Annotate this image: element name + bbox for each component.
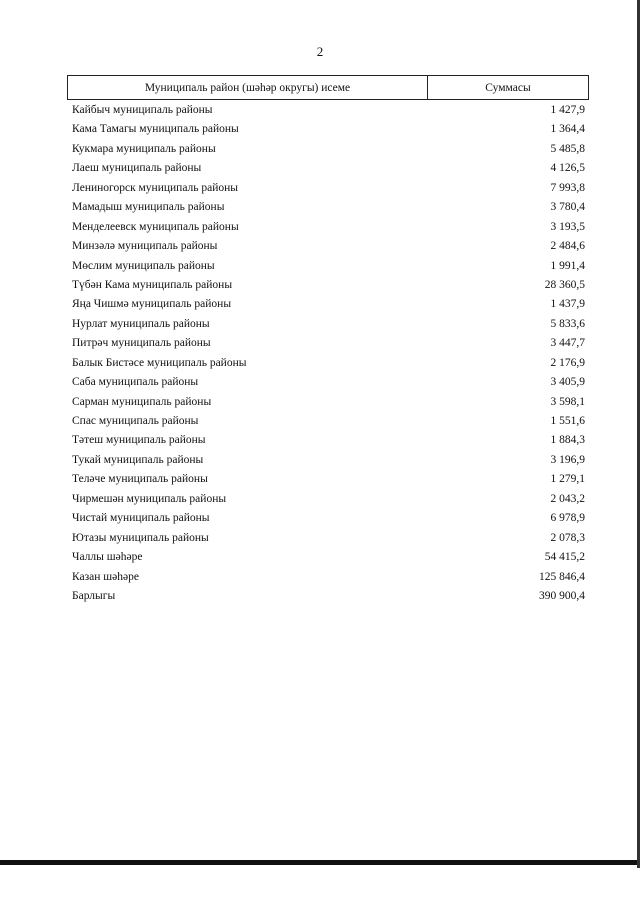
table-row <box>72 159 585 178</box>
district-amount: 3 193,5 <box>550 220 585 233</box>
district-name: Кукмара муниципаль районы <box>72 142 216 155</box>
table-row <box>72 490 585 509</box>
district-name: Лаеш муниципаль районы <box>72 162 202 175</box>
district-name: Ютазы муниципаль районы <box>72 531 209 544</box>
district-amount: 7 993,8 <box>550 181 585 194</box>
district-amount: 5 833,6 <box>550 317 585 330</box>
district-name: Яңа Чишмә муниципаль районы <box>72 298 232 311</box>
district-amount: 2 078,3 <box>550 531 585 544</box>
district-name: Минзәлә муниципаль районы <box>72 240 218 253</box>
district-name: Чаллы шәһәре <box>72 551 143 564</box>
table-row <box>72 568 585 587</box>
district-amount: 1 427,9 <box>550 104 585 116</box>
district-amount: 28 360,5 <box>544 278 585 291</box>
table-row <box>72 334 585 353</box>
district-amount: 3 196,9 <box>550 453 585 466</box>
district-amount: 1 437,9 <box>550 298 585 311</box>
table-row <box>72 315 585 334</box>
district-amount: 3 405,9 <box>550 376 585 389</box>
table-row <box>72 412 585 431</box>
district-amount: 2 043,2 <box>550 492 585 505</box>
district-name: Тәтеш муниципаль районы <box>72 434 206 447</box>
district-amount: 125 846,4 <box>539 570 585 583</box>
district-name: Чирмешән муниципаль районы <box>72 492 227 505</box>
table-body <box>72 101 585 606</box>
district-name: Түбән Кама муниципаль районы <box>72 278 233 291</box>
district-amount: 1 991,4 <box>550 259 585 272</box>
page-number: 2 <box>316 44 324 59</box>
district-name: Менделеевск муниципаль районы <box>72 220 239 233</box>
district-name: Мамадыш муниципаль районы <box>72 201 225 214</box>
district-name: Саба муниципаль районы <box>72 376 199 389</box>
table-row <box>72 179 585 198</box>
table-row <box>72 198 585 217</box>
district-amount: 2 176,9 <box>550 356 585 369</box>
district-amount: 2 484,6 <box>550 240 585 253</box>
table-row <box>72 529 585 548</box>
district-amount: 1 364,4 <box>550 123 585 136</box>
district-amount: 4 126,5 <box>550 162 585 175</box>
table-row <box>72 354 585 373</box>
table-row <box>72 257 585 276</box>
district-name: Теләче муниципаль районы <box>72 473 208 486</box>
district-name: Кама Тамагы муниципаль районы <box>72 123 239 136</box>
table-row <box>72 393 585 412</box>
table-row <box>72 140 585 159</box>
district-name: Казан шәһәре <box>72 570 139 583</box>
table-header <box>67 75 589 100</box>
table-row <box>72 101 585 120</box>
district-name: Барлыгы <box>72 589 116 602</box>
district-name: Нурлат муниципаль районы <box>72 317 210 330</box>
table-row <box>72 237 585 256</box>
district-name: Сарман муниципаль районы <box>72 395 212 408</box>
table-row <box>72 587 585 606</box>
table-row <box>72 470 585 489</box>
district-name: Тукай муниципаль районы <box>72 453 204 466</box>
district-amount: 1 551,6 <box>550 415 585 427</box>
column-header-name: Муниципаль район (шәһәр округы) исеме <box>68 76 428 99</box>
district-name: Лениногорск муниципаль районы <box>72 181 239 194</box>
district-name: Мөслим муниципаль районы <box>72 259 215 272</box>
table-row <box>72 218 585 237</box>
district-amount: 3 598,1 <box>550 395 585 408</box>
district-amount: 1 279,1 <box>550 473 585 486</box>
district-amount: 6 978,9 <box>550 512 585 525</box>
table-row <box>72 120 585 139</box>
table-row <box>72 451 585 470</box>
table-row <box>72 276 585 295</box>
column-header-sum: Суммасы <box>485 81 531 94</box>
table-row <box>72 295 585 314</box>
district-name: Чистай муниципаль районы <box>72 512 210 525</box>
district-amount: 5 485,8 <box>550 142 585 155</box>
table-row <box>72 509 585 528</box>
table-row <box>72 431 585 450</box>
district-name: Питрәч муниципаль районы <box>72 337 211 350</box>
district-name: Кайбыч муниципаль районы <box>72 104 213 116</box>
district-amount: 1 884,3 <box>550 434 585 447</box>
district-name: Балык Бистәсе муниципаль районы <box>72 356 247 369</box>
table-row <box>72 373 585 392</box>
scan-bottom-edge <box>0 860 640 865</box>
table-row <box>72 548 585 567</box>
district-amount: 54 415,2 <box>544 551 585 564</box>
district-name: Спас муниципаль районы <box>72 415 199 427</box>
district-amount: 3 780,4 <box>550 201 585 214</box>
district-amount: 3 447,7 <box>550 337 585 350</box>
district-amount: 390 900,4 <box>539 589 585 602</box>
